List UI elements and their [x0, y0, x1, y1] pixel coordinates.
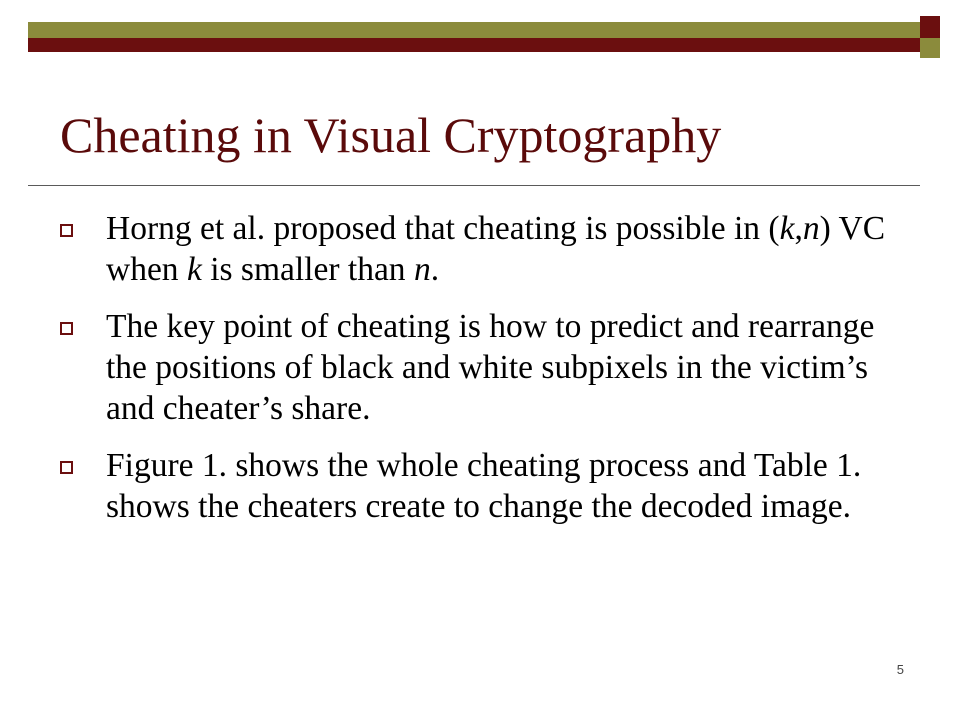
bullet-item — [58, 445, 918, 527]
top-olive-bar — [28, 22, 940, 38]
italic-variable: k — [779, 210, 795, 247]
hollow-square-icon — [60, 224, 73, 237]
italic-variable: k — [186, 251, 202, 288]
hollow-square-icon — [60, 461, 73, 474]
bullet-text — [106, 208, 918, 290]
hollow-square-icon — [60, 322, 73, 335]
text-segment: The key point of cheating is how to predict and rearrange the positions of black and white subpixels in the victim’s and cheater’s share. — [106, 308, 875, 427]
bullet-text — [106, 306, 918, 429]
page-number: 5 — [896, 662, 904, 677]
bullet-item — [58, 208, 918, 290]
italic-variable: n — [802, 210, 820, 247]
text-segment: Horng et al. proposed that cheating is possible in ( — [106, 210, 780, 247]
title-divider — [28, 185, 920, 186]
bullet-list — [58, 208, 918, 543]
text-segment: is smaller than — [201, 251, 414, 288]
text-segment: . — [430, 251, 440, 288]
slide-title: Cheating in Visual Cryptography — [60, 107, 722, 163]
corner-maroon-block — [920, 16, 940, 38]
bullet-text — [106, 445, 918, 527]
text-segment: , — [794, 210, 803, 247]
text-segment: Figure 1. shows the whole cheating process and Table 1. shows the cheaters create to change the decoded image. — [106, 447, 862, 525]
top-maroon-bar — [28, 38, 940, 52]
corner-olive-block — [920, 38, 940, 58]
bullet-item — [58, 306, 918, 429]
italic-variable: n — [413, 251, 431, 288]
text-segment: ) VC when — [106, 210, 886, 288]
